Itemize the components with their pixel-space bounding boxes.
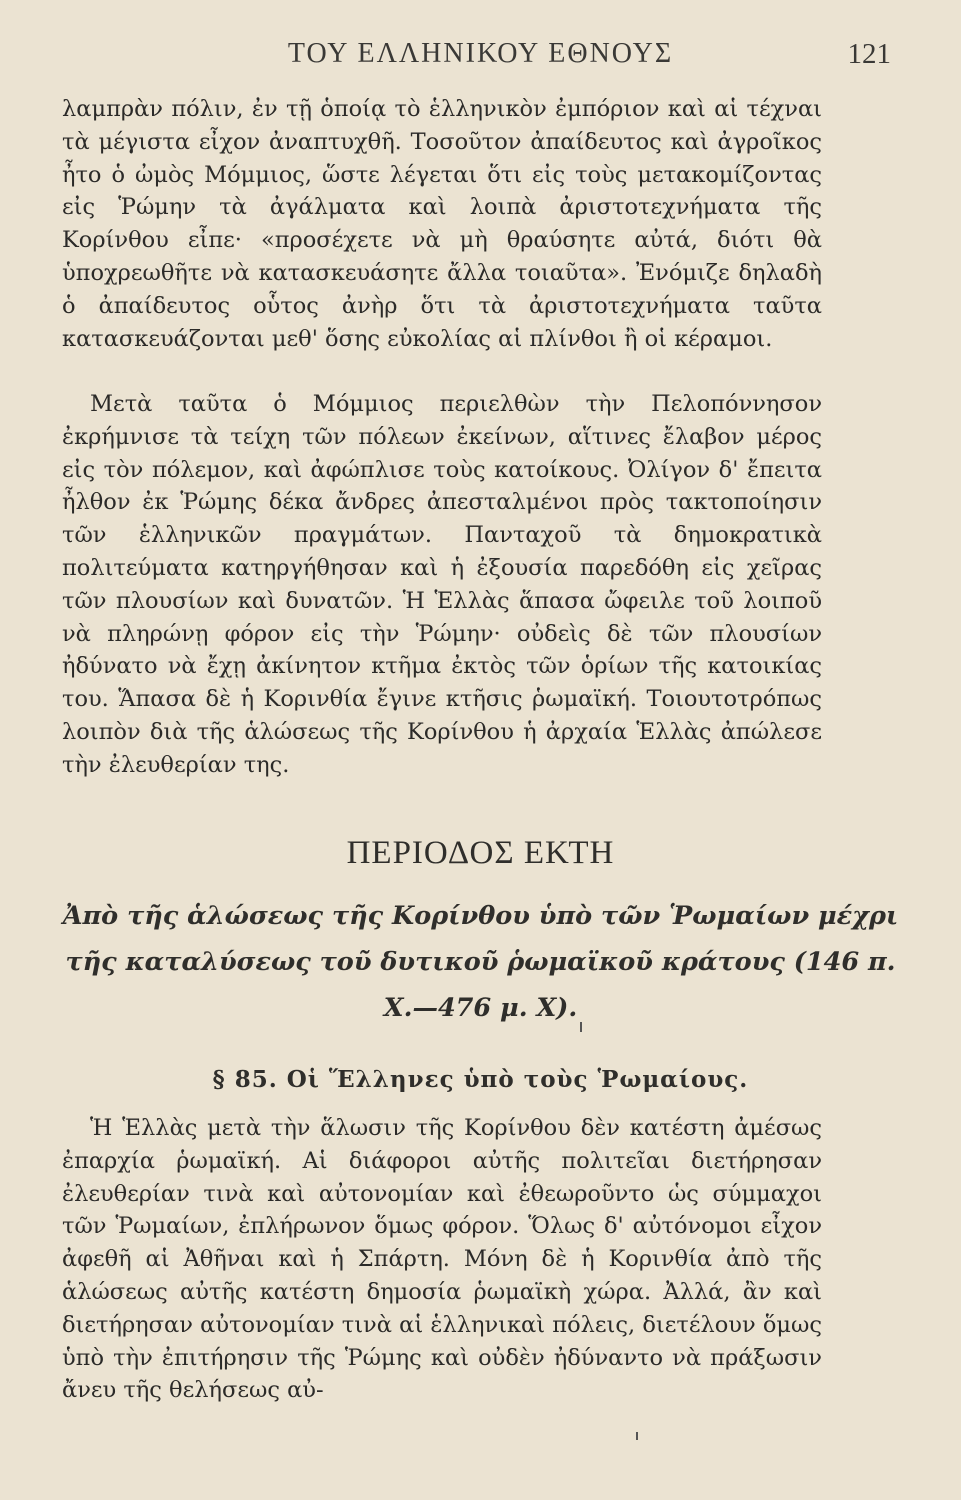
chapter-subtitle: Ἀπὸ τῆς ἁλώσεως τῆς Κορίνθου ὑπὸ τῶν Ῥωμαίων μέχρι τῆς καταλύσεως τοῦ δυτικοῦ ῥωμαϊκοῦ κράτους (146 π. Χ.—476 μ. Χ). bbox=[62, 901, 899, 1023]
body-paragraph-1: λαμπρὰν πόλιν, ἐν τῇ ὁποίᾳ τὸ ἑλληνικὸν ἐμπόριον καὶ αἱ τέχναι τὰ μέγιστα εἶχον ἀναπτυχθῆ. Τοσοῦτον ἀπαίδευτος καὶ ἀγροῖκος ἦτο ὁ ὠμὸς Μόμμιος, ὥστε λέγεται ὅτι εἰς τοὺς μετακομίζοντας εἰς Ῥώμην τὰ ἀγάλματα καὶ λοιπὰ ἀριστοτεχνήματα τῆς Κορίνθου εἶπε· «προσέχετε νὰ μὴ θραύσητε αὐτά, διότι θὰ ὑποχρεωθῆτε νὰ κατασκευάσητε ἄλλα τοιαῦτα». Ἐνόμιζε δηλαδὴ ὁ ἀπαίδευτος οὗτος ἀνὴρ ὅτι τὰ ἀριστοτεχνήματα ταῦτα κατασκευάζονται μεθ' ὅσης εὐκολίας αἱ πλίνθοι ἢ οἱ κέραμοι. bbox=[62, 96, 822, 352]
print-speck bbox=[580, 1022, 582, 1032]
body-paragraph-1-block bbox=[62, 93, 822, 355]
running-head bbox=[60, 38, 901, 88]
page-number: 121 bbox=[847, 38, 891, 70]
body-paragraph-2: Μετὰ ταῦτα ὁ Μόμμιος περιελθὼν τὴν Πελοπόννησον ἐκρήμνισε τὰ τείχη τῶν πόλεων ἐκείνων, αἵτινες ἔλαβον μέρος εἰς τὸν πόλεμον, καὶ ἀφώπλισε τοὺς κατοίκους. Ὀλίγον δ' ἔπειτα ἦλθον ἐκ Ῥώμης δέκα ἄνδρες ἀπεσταλμένοι πρὸς τακτοποίησιν τῶν ἑλληνικῶν πραγμάτων. Πανταχοῦ τὰ δημοκρατικὰ πολιτεύματα κατηργήθησαν καὶ ἡ ἐξουσία παρεδόθη εἰς χεῖρας τῶν πλουσίων καὶ δυνατῶν. Ἡ Ἑλλὰς ἅπασα ὤφειλε τοῦ λοιποῦ νὰ πληρώνῃ φόρον εἰς τὴν Ῥώμην· οὐδεὶς δὲ τῶν πλουσίων ἠδύνατο νὰ ἔχῃ ἀκίνητον κτῆμα ἐκτὸς τῶν ὁρίων τῆς κατοικίας του. Ἅπασα δὲ ἡ Κορινθία ἔγινε κτῆσις ῥωμαϊκή. Τοιουτοτρόπως λοιπὸν διὰ τῆς ἁλώσεως τῆς Κορίνθου ἡ ἀρχαία Ἑλλὰς ἀπώλεσε τὴν ἐλευθερίαν της. bbox=[62, 391, 822, 778]
section-heading: § 85. Οἱ Ἕλληνες ὑπὸ τοὺς Ῥωμαίους. bbox=[212, 1066, 749, 1093]
body-paragraph-2-block bbox=[62, 388, 822, 782]
chapter-heading: ΠΕΡΙΟΔΟΣ ΕΚΤΗ bbox=[346, 835, 615, 871]
print-speck bbox=[636, 1432, 638, 1440]
body-paragraph-3-block bbox=[62, 1112, 822, 1407]
running-title: ΤΟΥ ΕΛΛΗΝΙΚΟΥ ΕΘΝΟΥΣ bbox=[287, 38, 674, 69]
body-paragraph-3: Ἡ Ἑλλὰς μετὰ τὴν ἅλωσιν τῆς Κορίνθου δὲν κατέστη ἀμέσως ἐπαρχία ῥωμαϊκή. Αἱ διάφοροι αὐτῆς πολιτεῖαι διετήρησαν ἐλευθερίαν τινὰ καὶ αὐτονομίαν καὶ ἐθεωροῦντο ὡς σύμμαχοι τῶν Ῥωμαίων, ἐπλήρωνον ὅμως φόρον. Ὅλως δ' αὐτόνομοι εἶχον ἀφεθῆ αἱ Ἀθῆναι καὶ ἡ Σπάρτη. Μόνη δὲ ἡ Κορινθία ἀπὸ τῆς ἁλώσεως αὐτῆς κατέστη δημοσία ῥωμαϊκὴ χώρα. Ἀλλά, ἂν καὶ διετήρησαν αὐτονομίαν τινὰ αἱ ἑλληνικαὶ πόλεις, διετέλουν ὅμως ὑπὸ τὴν ἐπιτήρησιν τῆς Ῥώμης καὶ οὐδὲν ἠδύναντο νὰ πράξωσιν ἄνευ τῆς θελήσεως αὐ- bbox=[62, 1115, 822, 1404]
